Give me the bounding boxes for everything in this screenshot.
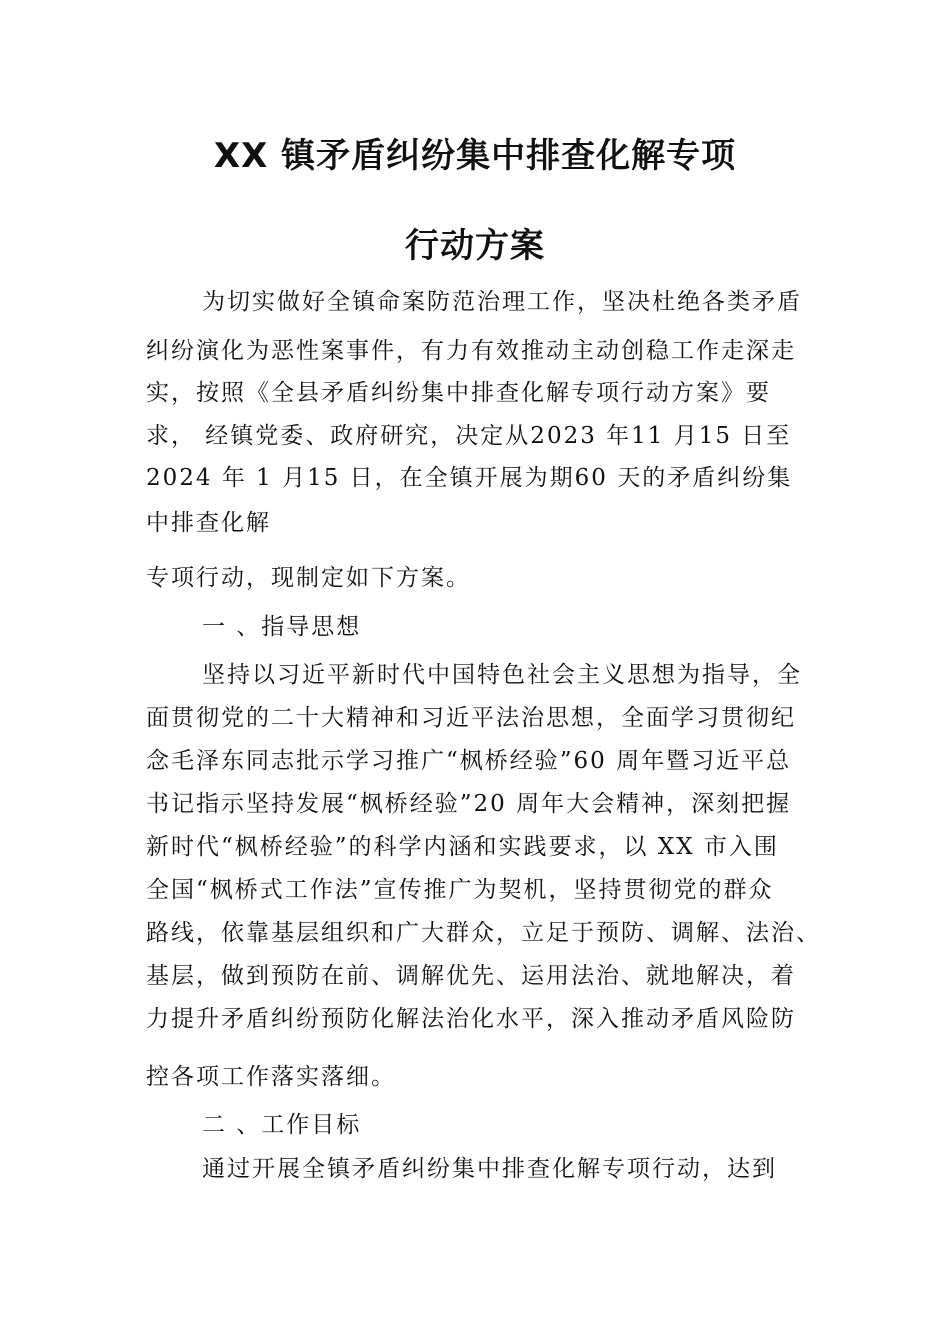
paragraph-guiding-line-1: 坚持以习近平新时代中国特色社会主义思想为指导，全	[202, 662, 802, 688]
paragraph-guiding-line-7: 路线，依靠基层组织和广大群众，立足于预防、调解、法治、	[146, 920, 821, 946]
paragraph-intro-line-6: 中排查化解	[146, 510, 271, 536]
paragraph-intro-line-7: 专项行动，现制定如下方案。	[146, 565, 471, 591]
paragraph-intro-line-4: 求， 经镇党委、政府研究，决定从2023 年11 月15 日至	[146, 423, 792, 449]
paragraph-guiding-line-8: 基层，做到预防在前、调解优先、运用法治、就地解决，着	[146, 963, 796, 989]
paragraph-intro-line-1: 为切实做好全镇命案防范治理工作，坚决杜绝各类矛盾	[202, 289, 802, 315]
section-heading-guiding-thought: 一 、指导思想	[202, 614, 362, 640]
paragraph-intro-line-2: 纠纷演化为恶性案事件，有力有效推动主动创稳工作走深走	[146, 338, 796, 364]
paragraph-intro-line-5: 2024 年 1 月15 日，在全镇开展为期60 天的矛盾纠纷集	[146, 465, 793, 491]
paragraph-goals-line-1: 通过开展全镇矛盾纠纷集中排查化解专项行动，达到	[202, 1156, 777, 1182]
section-heading-work-goals: 二 、工作目标	[202, 1112, 362, 1138]
paragraph-guiding-line-5: 新时代“枫桥经验”的科学内涵和实践要求，以 XX 市入围	[146, 834, 779, 860]
paragraph-guiding-line-6: 全国“枫桥式工作法”宣传推广为契机，坚持贯彻党的群众	[146, 877, 774, 903]
paragraph-guiding-line-4: 书记指示坚持发展“枫桥经验”20 周年大会精神，深刻把握	[146, 791, 792, 817]
paragraph-intro-line-3: 实，按照《全县矛盾纠纷集中排查化解专项行动方案》要	[146, 380, 771, 406]
paragraph-guiding-line-2: 面贯彻党的二十大精神和习近平法治思想，全面学习贯彻纪	[146, 705, 796, 731]
paragraph-guiding-line-3: 念毛泽东同志批示学习推广“枫桥经验”60 周年暨习近平总	[146, 748, 792, 774]
paragraph-guiding-line-9: 力提升矛盾纠纷预防化解法治化水平，深入推动矛盾风险防	[146, 1006, 796, 1032]
document-title-line-1: XX 镇矛盾纠纷集中排查化解专项	[213, 136, 737, 176]
document-title-line-2: 行动方案	[405, 226, 545, 266]
paragraph-guiding-line-10: 控各项工作落实落细。	[146, 1064, 396, 1090]
